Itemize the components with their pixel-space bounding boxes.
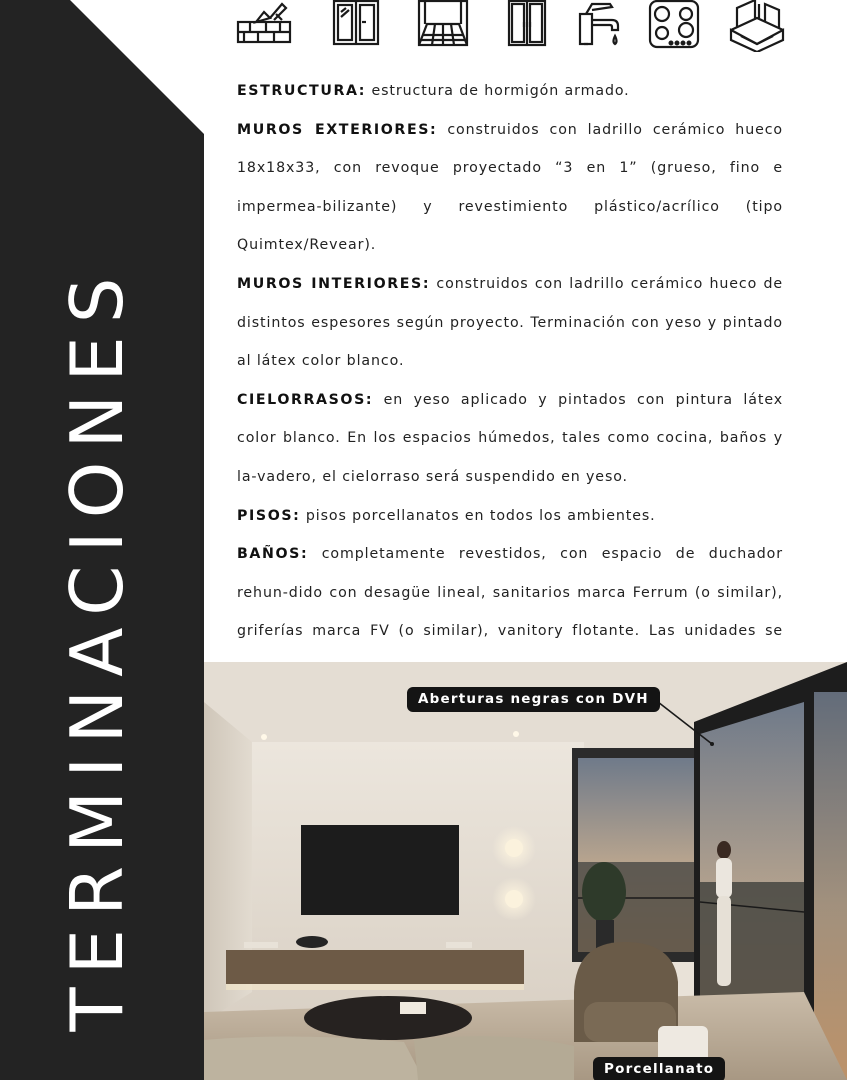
spec-muros-interiores: MUROS INTERIORES: construidos con ladrillo cerámico hueco de distintos espesores según proyecto. Terminación con yeso y pintado al látex color blanco.	[237, 275, 783, 370]
spec-pisos: PISOS: pisos porcellanatos en todos los ambientes.	[237, 507, 656, 524]
spec-banos: BAÑOS: completamente revestidos, con espacio de duchador rehun-dido con desagüe lineal, sanitarios marca Ferrum (o similar), griferías marca FV (o similar), vanitory flotante. Las unidades se	[237, 546, 783, 640]
callout-aberturas: Aberturas negras con DVH	[407, 687, 660, 712]
callout-porcellanato: Porcellanato	[593, 1057, 725, 1080]
specifications-list	[237, 72, 783, 690]
callout-pointer-line	[658, 698, 714, 746]
window-icon	[329, 0, 385, 52]
spec-estructura: ESTRUCTURA: estructura de hormigón armado.	[237, 83, 630, 99]
faucet-icon	[578, 0, 634, 52]
spec-muros-exteriores: MUROS EXTERIORES: construidos con ladrillo cerámico hueco 18x18x33, con revoque proyectado “3 en 1” (grueso, fino e impermea-bilizante) y revestimiento plástico/acrílico (tipo Quimtex/Revear).	[237, 121, 783, 254]
spec-cielorrasos: CIELORRASOS: en yeso aplicado y pintados con pintura látex color blanco. En los espacios húmedos, tales como cocina, baños y la-vadero, el cielorraso será suspendido en yeso.	[237, 391, 783, 485]
shower-screen-icon	[729, 0, 785, 52]
feature-icons-row	[232, 0, 792, 56]
tiled-floor-icon	[415, 0, 471, 52]
cooktop-icon	[648, 0, 704, 52]
page-title: TERMINACIONES	[55, 264, 139, 1032]
wardrobe-icon	[503, 0, 559, 52]
interior-render-image	[204, 662, 847, 1080]
brick-wall-icon	[236, 0, 292, 52]
